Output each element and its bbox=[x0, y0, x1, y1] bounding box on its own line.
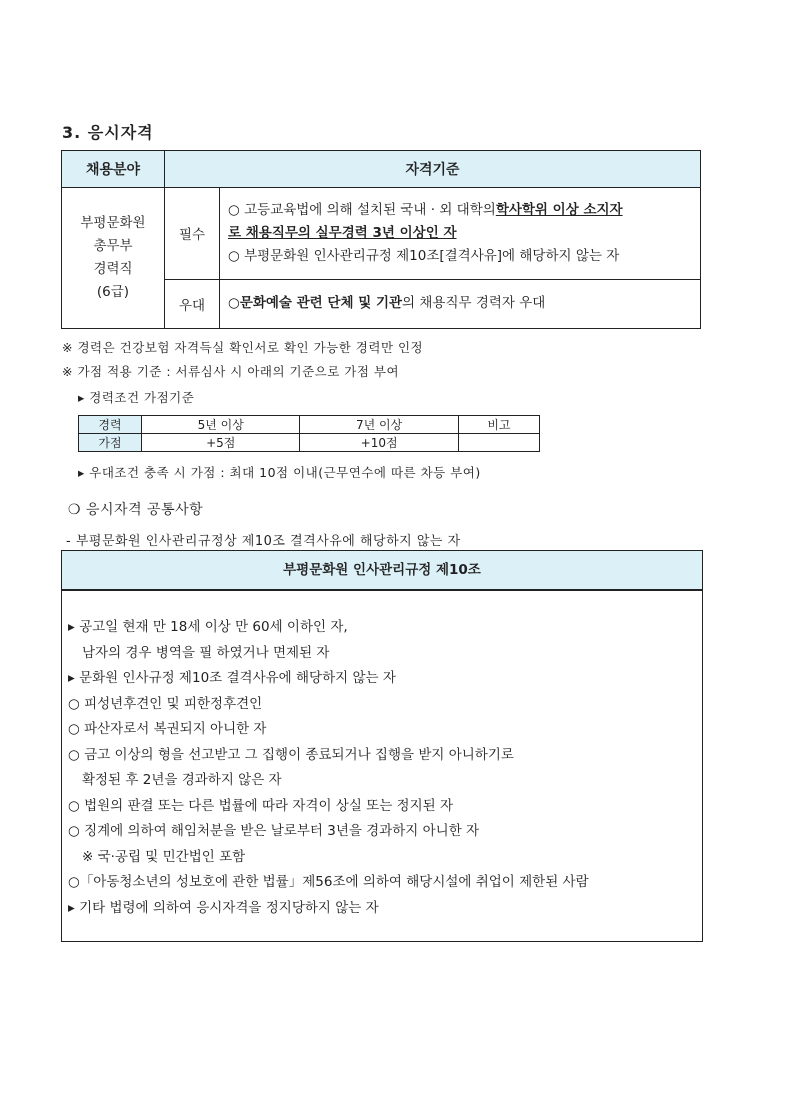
required-label: 필수 bbox=[165, 188, 220, 280]
header-field: 채용분야 bbox=[62, 151, 165, 188]
regulation-box bbox=[61, 550, 703, 942]
list-item: ○ 피성년후견인 및 피한정후견인 bbox=[68, 695, 263, 712]
required-criteria bbox=[220, 188, 701, 280]
list-item: ○ 금고 이상의 형을 선고받고 그 집행이 종료되거나 집행을 받지 아니하기로 bbox=[68, 746, 514, 763]
list-item: ▸ 기타 법령에 의하여 응시자격을 정지당하지 않는 자 bbox=[68, 899, 379, 916]
regulation-list bbox=[62, 591, 702, 921]
header-criteria: 자격기준 bbox=[165, 151, 701, 188]
note-preferred-bonus: ▸ 우대조건 충족 시 가점 : 최대 10점 이내(근무연수에 따른 차등 부여) bbox=[78, 465, 481, 480]
bonus-cell: +5점 bbox=[142, 434, 300, 452]
bonus-cell bbox=[458, 434, 539, 452]
preferred-emphasis: 문화예술 관련 단체 및 기관 bbox=[239, 295, 403, 312]
list-item: ※ 국·공립 및 민간법인 포함 bbox=[82, 848, 246, 865]
field-line: 총무부 bbox=[93, 238, 133, 254]
bonus-cell: +10점 bbox=[300, 434, 458, 452]
bonus-cell: 비고 bbox=[458, 416, 539, 434]
field-line: (6급) bbox=[96, 284, 130, 300]
preferred-label: 우대 bbox=[165, 279, 220, 328]
list-item: ▸ 문화원 인사규정 제10조 결격사유에 해당하지 않는 자 bbox=[68, 670, 396, 686]
common-heading: ❍ 응시자격 공통사항 bbox=[68, 502, 204, 518]
common-subline: - 부평문화원 인사관리규정상 제10조 결격사유에 해당하지 않는 자 bbox=[66, 534, 461, 549]
note-bonus: ※ 가점 적용 기준 : 서류심사 시 아래의 기준으로 가점 부여 bbox=[62, 364, 400, 379]
note-career-bonus-label: ▸ 경력조건 가점기준 bbox=[78, 390, 195, 405]
preferred-bullet: ○ bbox=[228, 295, 240, 312]
list-item: 확정된 후 2년을 경과하지 않은 자 bbox=[82, 772, 282, 788]
bonus-header: 경력 bbox=[79, 416, 142, 434]
field-line: 부평문화원 bbox=[80, 215, 146, 231]
list-item: ○「아동청소년의 성보호에 관한 법률」제56조에 의하여 해당시설에 취업이 제한된 사람 bbox=[68, 874, 589, 890]
required-emphasis-2: 로 채용직무의 실무경력 3년 이상인 자 bbox=[228, 224, 457, 241]
bonus-cell: 5년 이상 bbox=[142, 416, 300, 434]
preferred-criteria bbox=[220, 279, 701, 328]
bonus-header: 가점 bbox=[79, 434, 142, 452]
list-item: ○ 파산자로서 복권되지 아니한 자 bbox=[68, 721, 267, 737]
preferred-text: 의 채용직무 경력자 우대 bbox=[402, 295, 546, 312]
bonus-table bbox=[78, 415, 540, 452]
required-line-2: ○ 부평문화원 인사관리규정 제10조[결격사유]에 해당하지 않는 자 bbox=[228, 247, 620, 264]
bonus-cell: 7년 이상 bbox=[300, 416, 458, 434]
field-line: 경력직 bbox=[93, 261, 133, 277]
list-item: ○ 법원의 판결 또는 다른 법률에 따라 자격이 상실 또는 정지된 자 bbox=[68, 797, 454, 814]
section-title: 3. 응시자격 bbox=[62, 123, 154, 142]
qualification-table bbox=[61, 150, 701, 329]
note-career: ※ 경력은 건강보험 자격득실 확인서로 확인 가능한 경력만 인정 bbox=[62, 340, 424, 355]
required-text: ○ 고등교육법에 의해 설치된 국내 · 외 대학의 bbox=[228, 201, 496, 218]
list-item: ▸ 공고일 현재 만 18세 이상 만 60세 이하인 자, bbox=[68, 619, 348, 635]
list-item: 남자의 경우 병역을 필 하였거나 면제된 자 bbox=[82, 644, 330, 661]
regulation-title: 부평문화원 인사관리규정 제10조 bbox=[62, 551, 702, 591]
list-item: ○ 징계에 의하여 해임처분을 받은 날로부터 3년을 경과하지 아니한 자 bbox=[68, 823, 480, 839]
required-emphasis: 학사학위 이상 소지자 bbox=[495, 201, 623, 218]
field-cell bbox=[62, 188, 165, 329]
